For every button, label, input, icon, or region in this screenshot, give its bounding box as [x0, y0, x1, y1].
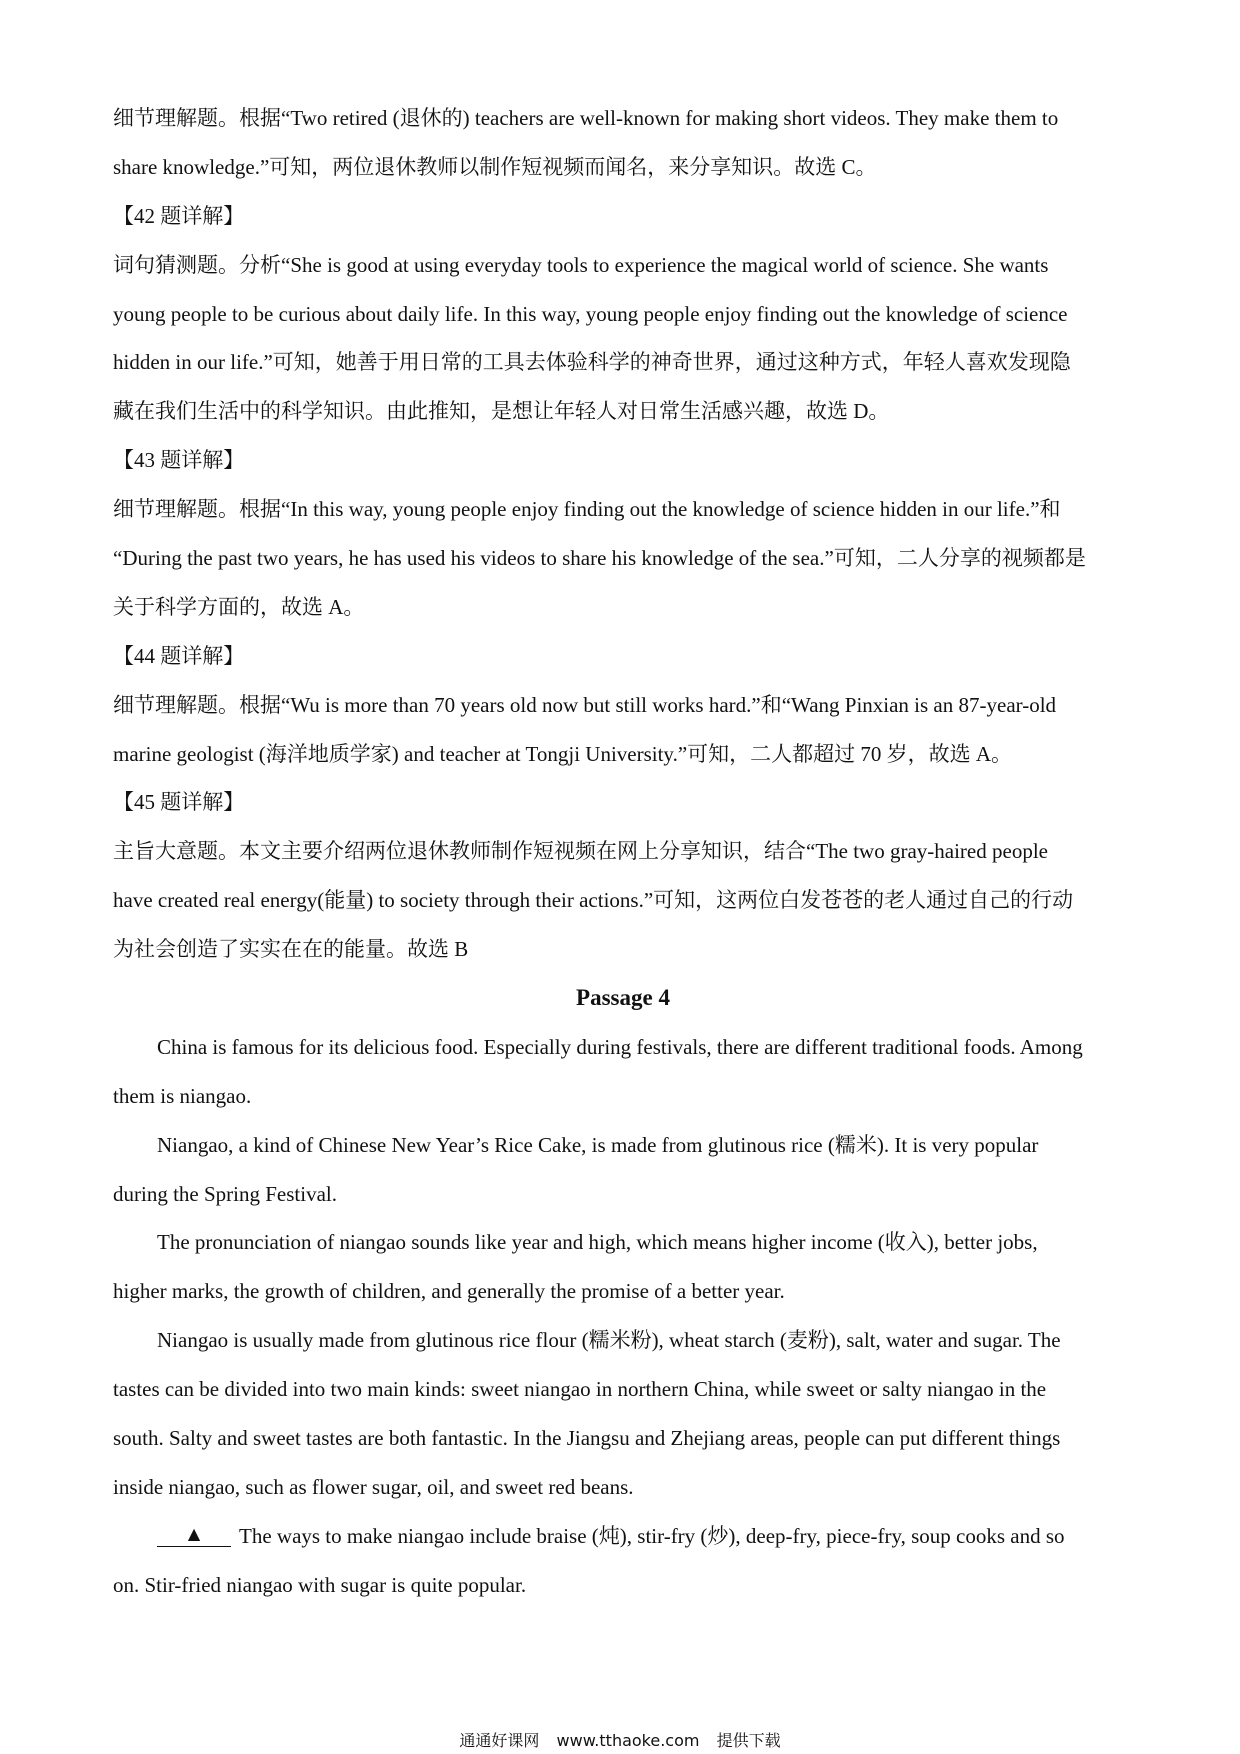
q45-detail-line-3: 为社会创造了实实在在的能量。故选 B — [113, 937, 469, 962]
q44-title: 【44 题详解】 — [113, 643, 245, 668]
passage-p3-line-2: higher marks, the growth of children, and generally the promise of a better year. — [113, 1279, 785, 1304]
passage-p4-line-1: Niangao is usually made from glutinous rice flour (糯米粉), wheat starch (麦粉), salt, water and sugar. The — [157, 1328, 1061, 1353]
q42-detail-line-4: 藏在我们生活中的科学知识。由此推知，是想让年轻人对日常生活感兴趣，故选 D。 — [113, 399, 890, 424]
q42-detail-line-1: 词句猜测题。分析“She is good at using everyday tools to experience the magical world of science. She wants — [113, 252, 1049, 277]
answer-blank: ▲ — [157, 1522, 231, 1547]
passage-p4-line-2: tastes can be divided into two main kinds: sweet niangao in northern China, while sweet or salty niangao in the — [113, 1377, 1047, 1402]
q42-title: 【42 题详解】 — [113, 203, 245, 228]
q42-detail-line-3: hidden in our life.”可知，她善于用日常的工具去体验科学的神奇世界，通过这种方式，年轻人喜欢发现隐 — [113, 350, 1071, 375]
q44-detail-line-1: 细节理解题。根据“Wu is more than 70 years old now but still works hard.”和“Wang Pinxian is an 87-year-old — [113, 692, 1057, 717]
q41-detail-line-1: 细节理解题。根据“Two retired (退休的) teachers are well-known for making short videos. They make them to — [113, 106, 1059, 130]
passage-p5-line-1 — [113, 1512, 1133, 1561]
q44-detail-line-2: marine geologist (海洋地质学家) and teacher at Tongji University.”可知，二人都超过 70 岁，故选 A。 — [113, 741, 1013, 766]
q45-title: 【45 题详解】 — [113, 790, 245, 815]
q43-detail-line-1: 细节理解题。根据“In this way, young people enjoy finding out the knowledge of science hidden in our life.”和 — [113, 497, 1061, 522]
passage-p5-line-1-text: The ways to make niangao include braise (炖), stir-fry (炒), deep-fry, piece-fry, soup cooks and so — [239, 1523, 1065, 1548]
page-footer — [0, 1728, 1240, 1751]
passage-p4-line-4: inside niangao, such as flower sugar, oil, and sweet red beans. — [113, 1474, 634, 1499]
passage-p5-line-2: on. Stir-fried niangao with sugar is quite popular. — [113, 1572, 527, 1597]
q43-title: 【43 题详解】 — [113, 448, 245, 473]
passage-title: Passage 4 — [576, 985, 670, 1011]
passage-p4-line-3: south. Salty and sweet tastes are both fantastic. In the Jiangsu and Zhejiang areas, people can put different things — [113, 1426, 1061, 1451]
footer-note: 提供下载 — [716, 1731, 781, 1750]
passage-p1-line-2: them is niangao. — [113, 1083, 252, 1108]
q43-detail-line-2: “During the past two years, he has used his videos to share his knowledge of the sea.”可知，二人分享的视频都是 — [113, 546, 1086, 571]
footer-url[interactable]: www.tthaoke.com — [556, 1731, 700, 1750]
q45-detail-line-2: have created real energy(能量) to society through their actions.”可知，这两位白发苍苍的老人通过自己的行动 — [113, 888, 1074, 913]
passage-p2-line-1: Niangao, a kind of Chinese New Year’s Rice Cake, is made from glutinous rice (糯米). It is very popular — [157, 1132, 1039, 1157]
document-content — [113, 94, 1133, 1610]
q43-detail-line-3: 关于科学方面的，故选 A。 — [113, 594, 365, 619]
passage-p2-line-2: during the Spring Festival. — [113, 1181, 337, 1206]
passage-p1-line-1: China is famous for its delicious food. Especially during festivals, there are different traditional foods. Among — [157, 1034, 1083, 1059]
q41-detail-line-2: share knowledge.”可知，两位退休教师以制作短视频而闻名，来分享知识。故选 C。 — [113, 154, 877, 179]
q42-detail-line-2: young people to be curious about daily life. In this way, young people enjoy finding out the knowledge of science — [113, 301, 1068, 326]
passage-p3-line-1: The pronunciation of niangao sounds like year and high, which means higher income (收入), better jobs, — [157, 1230, 1038, 1255]
q45-detail-line-1: 主旨大意题。本文主要介绍两位退休教师制作短视频在网上分享知识，结合“The two gray-haired people — [113, 839, 1048, 864]
footer-site-name: 通通好课网 — [459, 1731, 540, 1750]
